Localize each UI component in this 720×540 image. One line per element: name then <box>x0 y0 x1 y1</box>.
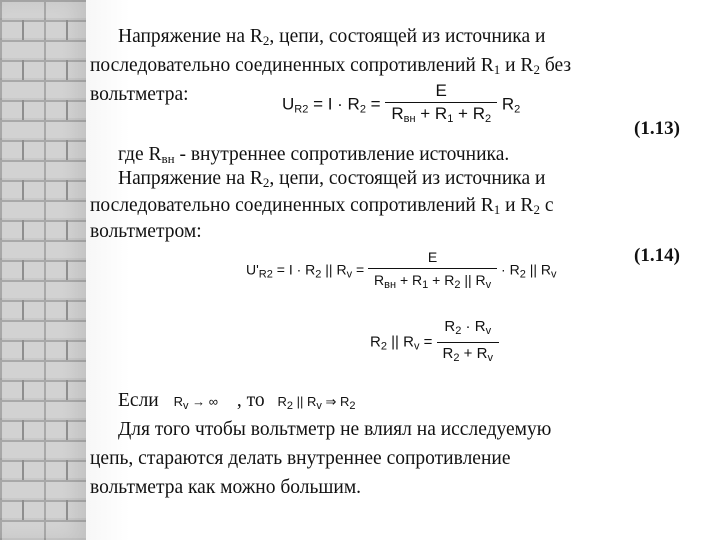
equation-number-1-14: (1.14) <box>634 245 680 266</box>
formula-1-13-fraction: $\frac{E}{\text{Rвн + R1 + R2}}$ <box>385 80 497 130</box>
final-paragraph-line-2: цепь, стараются делать внутреннее сопротивление <box>90 448 511 469</box>
formula-1-13: UR2 = I · R2 = $\frac{E}{\text{Rвн + R1 + R2}}$ R2 <box>282 80 520 130</box>
condition-formula: $R_v$ → ∞ <box>173 394 218 412</box>
final-paragraph-line-3: вольтметра как можно большим. <box>90 477 362 498</box>
paragraph-1-line-2: последовательно соединенных сопротивлений $R_1$ и $R_2$ без <box>90 55 572 77</box>
condition-line: Если $R_v$ → ∞ , то $R_2$ || $R_v$ ⇒ $R_2$ <box>118 390 356 412</box>
paragraph-2-line-3: вольтметром: <box>90 221 202 242</box>
formula-1-14: $U'_{R2} = I \cdot R_2$ || $R_v$ = $\frac{E}{R_{вн} + R_1 + R_2 || R_v}$ · $R_2$ || $R_v$ <box>246 246 557 296</box>
paragraph-1-line-3: вольтметра: <box>90 84 189 105</box>
formula-1-14-fraction: $\frac{E}{R_{вн} + R_1 + R_2 || R_v}$ <box>368 246 497 296</box>
paragraph-2-line-2: последовательно соединенных сопротивлений $R_1$ и $R_2$ с <box>90 195 554 217</box>
result-formula: $R_2$ || $R_v$ ⇒ $R_2$ <box>277 394 356 412</box>
brick-wall-decoration <box>0 0 86 540</box>
equation-number-1-13: (1.13) <box>634 118 680 139</box>
final-paragraph-line-1: Для того чтобы вольтметр не влиял на исследуемую <box>118 419 552 440</box>
paragraph-1-line-1: Напряжение на $R_2$, цепи, состоящей из источника и <box>118 26 546 48</box>
formula-parallel-resistance: $R_2$ || $R_v$ = $\frac{R_2 \cdot R_v}{R_2 + R_v}$ <box>370 316 499 369</box>
formula-parallel-fraction: $\frac{R_2 \cdot R_v}{R_2 + R_v}$ <box>437 316 499 369</box>
where-line: где $R_{вн}$ - внутреннее сопротивление источника. <box>118 144 510 166</box>
paragraph-2-line-1: Напряжение на $R_2$, цепи, состоящей из источника и <box>118 168 546 190</box>
